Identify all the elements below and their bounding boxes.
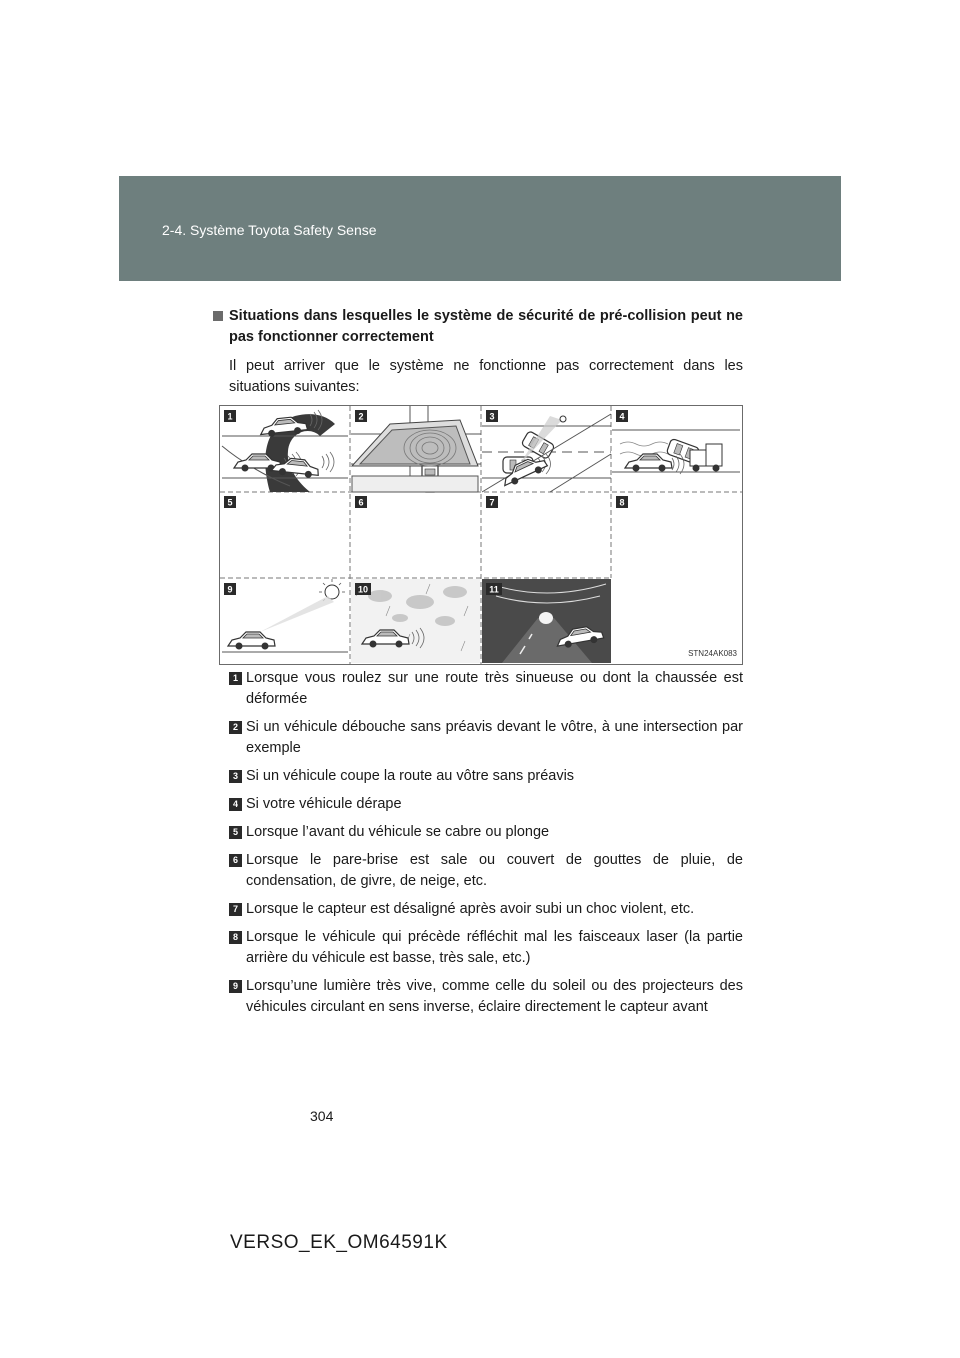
panel-label-2: 2 — [358, 411, 364, 422]
list-item — [229, 850, 743, 892]
panel-dividers — [220, 406, 742, 664]
list-item — [229, 668, 743, 710]
item-text: Si un véhicule débouche sans préavis devant le vôtre, à une intersection par exemple — [246, 719, 743, 756]
item-text: Si votre véhicule dérape — [246, 796, 402, 812]
situation-list — [229, 668, 743, 1025]
item-number-badge: 9 — [229, 980, 242, 993]
chapter-title: 2-4. Système Toyota Safety Sense — [162, 222, 377, 238]
list-item — [229, 794, 743, 815]
list-item — [229, 899, 743, 920]
item-number-badge: 2 — [229, 721, 242, 734]
item-number-badge: 6 — [229, 854, 242, 867]
panel-6-windshield — [352, 420, 478, 492]
panel-label-1: 1 — [227, 411, 233, 422]
section-intro: Il peut arriver que le système ne fonctionne pas correctement dans les situations suivantes: — [229, 358, 743, 395]
list-item — [229, 976, 743, 1018]
page-number: 304 — [310, 1108, 334, 1124]
section-heading-text: Situations dans lesquelles le système de sécurité de pré-collision peut ne pas fonctionner correctement — [229, 308, 743, 345]
section — [213, 306, 743, 398]
item-number-badge: 8 — [229, 931, 242, 944]
item-number-badge: 5 — [229, 826, 242, 839]
list-item — [229, 822, 743, 843]
panel-label-8: 8 — [619, 497, 625, 508]
panel-label-3: 3 — [489, 411, 495, 422]
chapter-header-band — [119, 176, 841, 281]
panel-9-sun — [222, 579, 348, 652]
panel-label-5: 5 — [227, 497, 233, 508]
list-item — [229, 717, 743, 759]
section-heading — [213, 306, 743, 348]
list-item — [229, 927, 743, 969]
item-text: Lorsqu’une lumière très vive, comme celle du soleil ou des projecteurs des véhicules circulant en sens inverse, éclaire directement le capteur avant — [246, 978, 743, 1015]
item-number-badge: 4 — [229, 798, 242, 811]
panel-label-10: 10 — [357, 584, 369, 595]
item-text: Si un véhicule coupe la route au vôtre sans préavis — [246, 768, 575, 784]
document-code: VERSO_EK_OM64591K — [230, 1232, 448, 1253]
item-text: Lorsque le véhicule qui précède réfléchit mal les faisceaux laser (la partie arrière du véhicule est basse, très sale, etc.) — [246, 929, 743, 966]
panel-label-6: 6 — [358, 497, 364, 508]
panel-label-4: 4 — [619, 411, 625, 422]
item-number-badge: 1 — [229, 672, 242, 685]
item-text: Lorsque l’avant du véhicule se cabre ou plonge — [246, 824, 550, 840]
item-number-badge: 7 — [229, 903, 242, 916]
illustration-figure — [219, 405, 743, 665]
panel-label-9: 9 — [227, 584, 233, 595]
item-text: Lorsque le pare-brise est sale ou couvert de gouttes de pluie, de condensation, de givre, de neige, etc. — [246, 852, 743, 889]
illustration-svg — [220, 406, 742, 664]
figure-code: STN24AK083 — [688, 649, 737, 658]
panel-label-7: 7 — [489, 497, 495, 508]
item-text: Lorsque le capteur est désaligné après avoir subi un choc violent, etc. — [246, 901, 695, 917]
item-text: Lorsque vous roulez sur une route très sinueuse ou dont la chaussée est déformée — [246, 670, 743, 707]
item-number-badge: 3 — [229, 770, 242, 783]
square-bullet-icon — [213, 311, 223, 321]
list-item — [229, 766, 743, 787]
panel-label-11: 11 — [489, 584, 499, 595]
